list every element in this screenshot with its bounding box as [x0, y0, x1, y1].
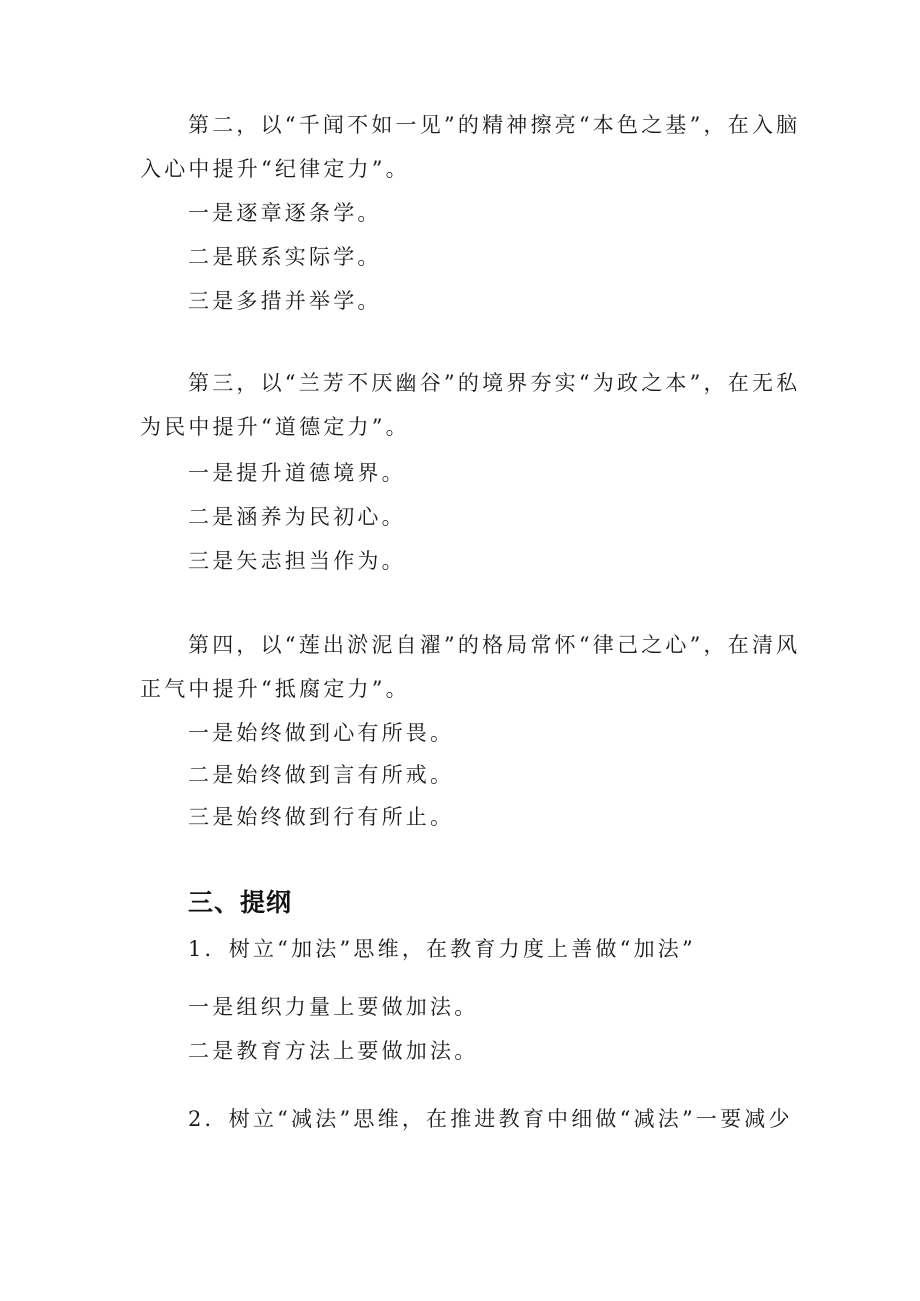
- section-second-line2: 入心中提升“纪律定力”。: [140, 157, 410, 181]
- list-item: 三是多措并举学。: [188, 289, 382, 313]
- section-third-line1: 第三，以“兰芳不厌幽谷”的境界夯实“为政之本”，在无私: [188, 371, 801, 395]
- list-item: 一是逐章逐条学。: [188, 201, 382, 225]
- section-second-line1: 第二，以“千闻不如一见”的精神擦亮“本色之基”，在入脑: [188, 113, 801, 137]
- section-fourth-line1: 第四，以“莲出淤泥自濯”的格局常怀“律己之心”，在清风: [188, 633, 801, 657]
- section-fourth-line2: 正气中提升“抵腐定力”。: [140, 677, 410, 701]
- list-item: 一是提升道德境界。: [188, 461, 406, 485]
- outline-heading: 三、提纲: [188, 888, 293, 917]
- list-item: 二是联系实际学。: [188, 245, 382, 269]
- outline-point-2: 2．树立“减法”思维，在推进教育中细做“减法”一要减少: [188, 1107, 793, 1131]
- section-third-line2: 为民中提升“道德定力”。: [140, 415, 410, 439]
- list-item: 二是教育方法上要做加法。: [188, 1039, 479, 1063]
- list-item: 一是组织力量上要做加法。: [188, 995, 479, 1019]
- list-item: 三是矢志担当作为。: [188, 549, 406, 573]
- outline-point-1: 1．树立“加法”思维，在教育力度上善做“加法”: [188, 937, 696, 961]
- list-item: 三是始终做到行有所止。: [188, 805, 455, 829]
- list-item: 一是始终做到心有所畏。: [188, 721, 455, 745]
- list-item: 二是涵养为民初心。: [188, 505, 406, 529]
- list-item: 二是始终做到言有所戒。: [188, 763, 455, 787]
